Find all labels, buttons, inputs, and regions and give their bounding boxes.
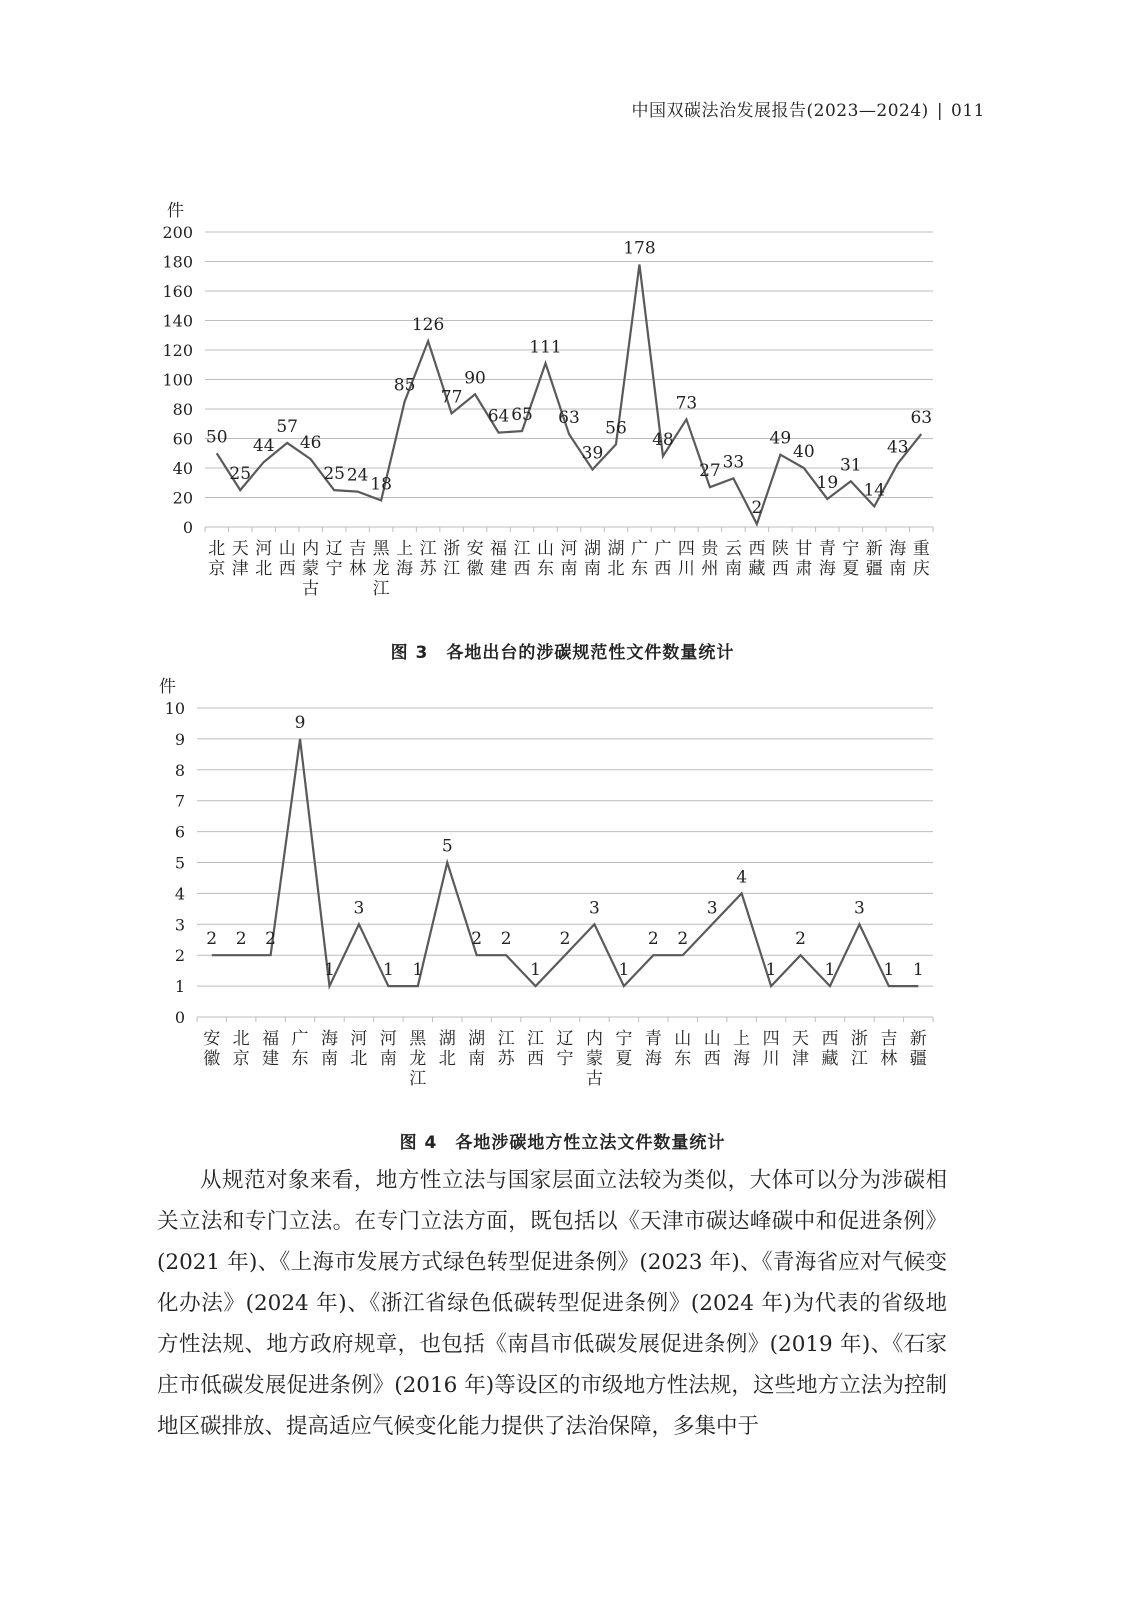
x-tick-label: 湖南 <box>583 539 601 579</box>
data-label: 85 <box>393 375 416 396</box>
figure-4-line-chart <box>0 665 1125 1105</box>
y-tick-label: 6 <box>174 822 185 842</box>
x-tick-label: 宁夏 <box>842 539 860 579</box>
x-tick-label: 江西 <box>527 1029 545 1069</box>
x-tick-label: 浙江 <box>850 1029 868 1069</box>
data-label: 3 <box>353 898 365 919</box>
data-label: 1 <box>618 960 630 981</box>
x-tick-label: 辽宁 <box>556 1029 574 1069</box>
x-tick-label: 河南 <box>379 1029 397 1069</box>
data-label: 3 <box>706 898 718 919</box>
data-label: 90 <box>464 368 486 389</box>
x-tick-label: 吉林 <box>349 539 367 579</box>
x-tick-label: 重庆 <box>912 539 930 579</box>
data-label: 111 <box>529 337 562 358</box>
data-label: 1 <box>883 960 895 981</box>
body-text <box>157 1160 947 1447</box>
y-tick-label: 8 <box>174 760 185 780</box>
data-label: 1 <box>912 960 924 981</box>
x-tick-label: 天津 <box>231 539 249 579</box>
data-label: 2 <box>235 929 247 950</box>
data-label: 56 <box>605 418 627 439</box>
data-label: 25 <box>323 464 345 485</box>
x-tick-label: 福建 <box>262 1029 280 1069</box>
x-tick-label: 海南 <box>889 539 907 579</box>
x-tick-label: 青海 <box>644 1029 662 1069</box>
x-tick-label: 上海 <box>733 1029 751 1069</box>
data-label: 2 <box>265 929 277 950</box>
data-label: 2 <box>471 929 483 950</box>
x-tick-label: 宁夏 <box>615 1029 633 1069</box>
x-tick-label: 江苏 <box>497 1029 515 1069</box>
x-tick-label: 山西 <box>703 1029 721 1069</box>
body-paragraph: 从规范对象来看，地方性立法与国家层面立法较为类似，大体可以分为涉碳相关立法和专门立法。在专门立法方面，既包括以《天津市碳达峰碳中和促进条例》(2021 年)、《上海市发展方式绿色转型促进条例》(2023 年)、《青海省应对气候变化办法》(2024 年)、《浙江省绿色低碳转型促进条例》(2024 年)为代表的省级地方性法规、地方政府规章，也包括《南昌市低碳发展促进条例》(2019 年)、《石家庄市低碳发展促进条例》(2016 年)等设区的市级地方性法规，这些地方立法为控制地区碳排放、提高适应气候变化能力提供了法治保障，多集中于 <box>157 1168 947 1439</box>
x-tick-label: 河北 <box>350 1029 368 1069</box>
data-label: 63 <box>558 408 580 429</box>
data-label: 57 <box>276 416 299 437</box>
x-tick-label: 新疆 <box>909 1029 927 1069</box>
data-label: 1 <box>765 960 777 981</box>
data-label: 2 <box>647 929 659 950</box>
data-label: 2 <box>751 498 763 519</box>
data-label: 1 <box>324 960 335 981</box>
x-tick-label: 黑龙江 <box>409 1029 427 1089</box>
data-label: 2 <box>500 929 512 950</box>
data-label: 3 <box>853 898 865 919</box>
y-tick-label: 7 <box>174 791 185 811</box>
y-tick-label: 20 <box>172 488 193 508</box>
x-tick-label: 西藏 <box>748 539 766 579</box>
data-label: 2 <box>559 929 571 950</box>
data-label: 4 <box>736 867 748 888</box>
x-tick-label: 黑龙江 <box>372 539 390 599</box>
page-number: 011 <box>951 101 985 121</box>
x-tick-label: 山西 <box>278 539 296 579</box>
data-label: 48 <box>652 430 674 451</box>
data-label: 65 <box>511 405 533 426</box>
data-label: 40 <box>793 442 815 462</box>
data-label: 73 <box>675 393 698 414</box>
x-tick-label: 云南 <box>724 539 742 579</box>
y-tick-label: 40 <box>172 459 193 478</box>
x-tick-label: 山东 <box>537 539 555 579</box>
x-tick-label: 上海 <box>396 539 414 579</box>
x-tick-label: 海南 <box>320 1029 338 1069</box>
y-tick-label: 0 <box>182 518 193 537</box>
x-tick-label: 福建 <box>490 539 508 579</box>
x-tick-label: 青海 <box>818 539 836 579</box>
data-label: 1 <box>412 960 424 981</box>
y-tick-label: 120 <box>162 341 193 360</box>
y-tick-label: 3 <box>174 915 185 935</box>
x-tick-label: 广东 <box>291 1029 309 1069</box>
x-tick-label: 新疆 <box>865 539 883 579</box>
x-tick-label: 西藏 <box>821 1029 839 1069</box>
data-label: 18 <box>370 474 392 495</box>
data-label: 5 <box>441 836 453 857</box>
x-tick-label: 贵州 <box>701 539 719 579</box>
y-tick-label: 2 <box>174 946 185 966</box>
figure-3-line-chart <box>0 185 1125 615</box>
y-tick-label: 0 <box>174 1008 185 1027</box>
y-tick-label: 160 <box>162 282 193 301</box>
data-label: 39 <box>581 443 604 464</box>
y-tick-label: 60 <box>172 429 193 449</box>
x-tick-label: 浙江 <box>443 539 461 579</box>
data-label: 31 <box>839 455 862 476</box>
y-tick-label: 100 <box>162 370 193 390</box>
x-tick-label: 内蒙古 <box>302 539 320 599</box>
data-label: 33 <box>722 452 745 473</box>
data-label: 50 <box>205 427 228 448</box>
y-tick-label: 1 <box>174 977 185 997</box>
y-tick-label: 4 <box>174 884 185 904</box>
x-tick-label: 河南 <box>560 539 578 579</box>
data-label: 2 <box>677 929 689 950</box>
data-label: 64 <box>487 406 510 427</box>
x-tick-label: 湖南 <box>468 1029 486 1069</box>
x-tick-label: 陕西 <box>771 539 789 579</box>
x-tick-label: 江苏 <box>419 539 437 579</box>
x-tick-label: 安徽 <box>466 539 484 579</box>
data-label: 27 <box>699 461 721 482</box>
data-label: 24 <box>346 465 369 486</box>
data-label: 9 <box>294 712 306 733</box>
figure-3-caption: 图 3 各地出台的涉碳规范性文件数量统计 <box>390 643 735 663</box>
data-label: 2 <box>206 929 218 950</box>
x-tick-label: 辽宁 <box>325 539 343 579</box>
data-label: 44 <box>252 436 275 457</box>
data-label: 3 <box>589 898 600 919</box>
x-tick-label: 山东 <box>674 1029 692 1069</box>
x-tick-label: 北京 <box>208 539 226 579</box>
y-axis-title: 件 <box>159 677 176 697</box>
data-label: 14 <box>863 480 886 501</box>
data-label: 1 <box>530 960 541 981</box>
x-tick-label: 江西 <box>513 539 531 579</box>
data-label: 2 <box>795 929 806 950</box>
header-separator: | <box>936 101 944 121</box>
data-label: 126 <box>411 315 445 336</box>
y-tick-label: 180 <box>162 252 193 272</box>
data-label: 1 <box>824 960 836 981</box>
x-tick-label: 天津 <box>792 1029 810 1069</box>
data-label: 63 <box>910 408 933 429</box>
y-tick-label: 80 <box>172 400 193 419</box>
x-tick-label: 内蒙古 <box>585 1029 603 1089</box>
y-tick-label: 5 <box>174 853 185 873</box>
x-tick-label: 四川 <box>677 539 695 579</box>
x-tick-label: 广东 <box>630 539 648 579</box>
running-header <box>560 96 985 121</box>
data-label: 19 <box>816 472 839 493</box>
x-tick-label: 北京 <box>232 1029 250 1069</box>
y-tick-label: 10 <box>164 699 185 718</box>
data-label: 1 <box>382 960 394 981</box>
x-tick-label: 甘肃 <box>795 539 813 579</box>
y-axis-title: 件 <box>167 201 184 221</box>
x-tick-label: 湖北 <box>438 1029 456 1069</box>
data-label: 178 <box>623 238 656 259</box>
data-label: 43 <box>886 437 909 458</box>
data-label: 46 <box>299 433 322 454</box>
x-tick-label: 广西 <box>654 539 672 579</box>
y-tick-label: 200 <box>162 223 193 242</box>
y-tick-label: 9 <box>174 729 185 749</box>
data-label: 77 <box>440 387 463 408</box>
x-tick-label: 湖北 <box>607 539 625 579</box>
x-tick-label: 安徽 <box>203 1029 221 1069</box>
x-tick-label: 四川 <box>762 1029 780 1069</box>
x-tick-label: 河北 <box>255 539 273 579</box>
x-tick-label: 吉林 <box>880 1029 898 1069</box>
data-label: 49 <box>769 428 792 449</box>
data-label: 25 <box>229 464 252 485</box>
y-tick-label: 140 <box>162 311 193 331</box>
figure-4-caption: 图 4 各地涉碳地方性立法文件数量统计 <box>399 1133 726 1153</box>
report-title: 中国双碳法治发展报告(2023—2024) <box>631 101 929 121</box>
